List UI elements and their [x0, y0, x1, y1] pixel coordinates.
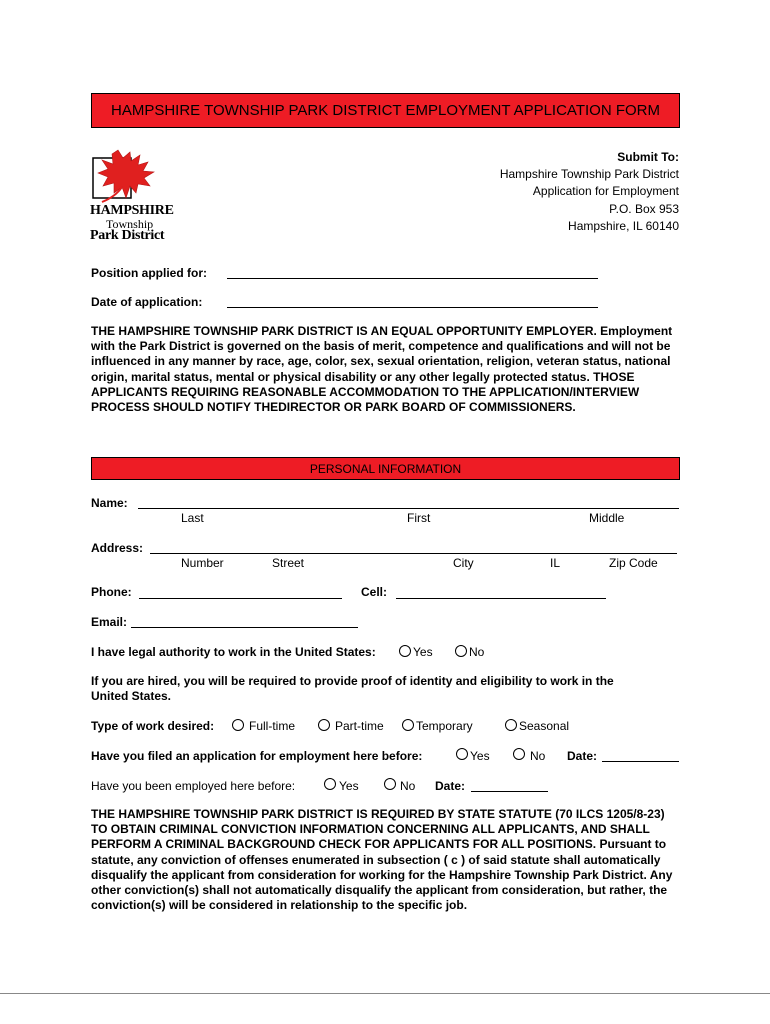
maple-leaf-icon [88, 146, 170, 204]
name-first-caption: First [407, 511, 431, 525]
submit-to-line: Hampshire, IL 60140 [568, 218, 679, 233]
legal-no-radio[interactable] [455, 645, 467, 657]
legal-authority-label: I have legal authority to work in the United States: [91, 645, 376, 659]
address-state-caption: IL [550, 556, 561, 570]
temporary-label: Temporary [416, 719, 473, 733]
address-street-caption: Street [272, 556, 305, 570]
page-bottom-rule [0, 993, 770, 994]
section-title: PERSONAL INFORMATION [309, 461, 462, 476]
logo-name: HAMPSHIRE [90, 203, 174, 218]
phone-label: Phone: [91, 585, 132, 599]
name-middle-caption: Middle [589, 511, 625, 525]
address-label: Address: [91, 541, 144, 555]
name-label: Name: [91, 496, 128, 510]
filed-no-label: No [530, 749, 546, 763]
submit-to-line: Hampshire Township Park District [499, 167, 679, 182]
address-city-caption: City [453, 556, 474, 570]
eeo-statement: THE HAMPSHIRE TOWNSHIP PARK DISTRICT IS AN EQUAL OPPORTUNITY EMPLOYER. Employment with the Park District is governed on the basis of merit, competence and qualifications and will not be influenced in any manner by race, age, color, sex, sexual orientation, religion, veteran status, national origin, marital status, mental or physical disability or any other legally protected status. THOSE APPLICANTS REQUIRING REASONABLE ACCOMMODATION TO THE APPLICATION/INTERVIEW PROCESS SHOULD NOTIFY THEDIRECTOR OR PARK BOARD OF COMMISSIONERS. [91, 324, 673, 415]
employed-yes-label: Yes [339, 779, 359, 793]
address-zip-caption: Zip Code [609, 556, 658, 570]
address-field[interactable] [150, 553, 677, 554]
cell-field[interactable] [396, 598, 606, 599]
position-field[interactable] [227, 278, 598, 279]
filed-date-label: Date: [567, 749, 598, 763]
seasonal-radio[interactable] [505, 719, 517, 731]
email-field[interactable] [131, 627, 358, 628]
submit-to-line: Application for Employment [532, 184, 679, 199]
logo-township: Township [106, 217, 154, 231]
submit-to-heading: Submit To: [617, 150, 679, 164]
form-title: HAMPSHIRE TOWNSHIP PARK DISTRICT EMPLOYMENT APPLICATION FORM [111, 102, 660, 119]
position-label: Position applied for: [91, 266, 207, 280]
full-time-radio[interactable] [232, 719, 244, 731]
date-application-field[interactable] [227, 307, 598, 308]
legal-no-label: No [469, 645, 485, 659]
proof-of-eligibility-note: If you are hired, you will be required to provide proof of identity and eligibility to work in the United States. [91, 674, 614, 704]
form-title-bar [91, 93, 680, 128]
employed-date-label: Date: [435, 779, 466, 793]
park-district-logo [88, 146, 174, 244]
work-type-label: Type of work desired: [91, 719, 215, 733]
filed-yes-label: Yes [470, 749, 490, 763]
employed-yes-radio[interactable] [324, 778, 336, 790]
date-application-label: Date of application: [91, 295, 203, 309]
full-time-label: Full-time [249, 719, 296, 733]
legal-yes-radio[interactable] [399, 645, 411, 657]
employed-no-radio[interactable] [384, 778, 396, 790]
submit-to-line: P.O. Box 953 [609, 201, 679, 216]
criminal-background-statement: THE HAMPSHIRE TOWNSHIP PARK DISTRICT IS REQUIRED BY STATE STATUTE (70 ILCS 1205/8-23) TO OBTAIN CRIMINAL CONVICTION INFORMATION CONCERNING ALL APPLICANTS, AND SHALL PERFORM A CRIMINAL BACKGROUND CHECK FOR APPLICANTS FOR ALL POSITIONS. Pursuant to statute, any conviction of offenses enumerated in subsection ( c ) of said statute shall automatically disqualify the applicant from consideration for working for the Hampshire Township Park District. Any other conviction(s) shall not automatically disqualify the applicant from consideration, but rather, the conviction(s) will be considered in relationship to the specific job. [91, 807, 673, 913]
legal-yes-label: Yes [413, 645, 433, 659]
logo-park-district: Park District [90, 228, 165, 243]
phone-field[interactable] [139, 598, 342, 599]
filed-date-field[interactable] [602, 761, 679, 762]
employed-before-label: Have you been employed here before: [91, 779, 296, 793]
address-number-caption: Number [181, 556, 224, 570]
cell-label: Cell: [361, 585, 388, 599]
part-time-radio[interactable] [318, 719, 330, 731]
name-last-caption: Last [181, 511, 204, 525]
personal-info-section-bar [91, 457, 680, 480]
temporary-radio[interactable] [402, 719, 414, 731]
submit-to-block [500, 149, 679, 235]
email-label: Email: [91, 615, 128, 629]
seasonal-label: Seasonal [519, 719, 570, 733]
employed-no-label: No [400, 779, 416, 793]
filed-yes-radio[interactable] [456, 748, 468, 760]
part-time-label: Part-time [335, 719, 384, 733]
employed-date-field[interactable] [471, 791, 548, 792]
filed-no-radio[interactable] [513, 748, 525, 760]
name-field[interactable] [138, 508, 679, 509]
filed-before-label: Have you filed an application for employment here before: [91, 749, 423, 763]
